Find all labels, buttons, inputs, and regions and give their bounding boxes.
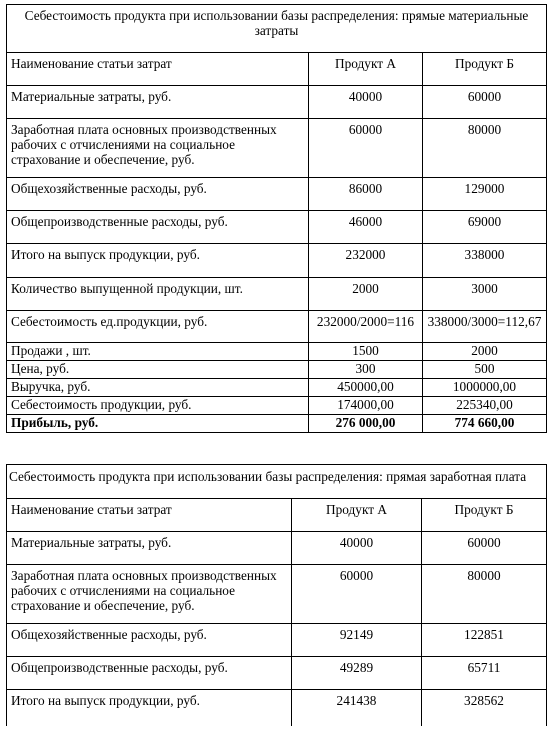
table-row — [7, 565, 547, 624]
value-product-a: 40000 — [292, 532, 422, 565]
value-product-a: 86000 — [309, 178, 423, 211]
row-label: Выручка, руб. — [7, 379, 309, 397]
value-product-b: 65711 — [422, 657, 547, 690]
value-product-a: 232000 — [309, 244, 423, 278]
table-header-row — [7, 499, 547, 532]
value-product-a: 46000 — [309, 211, 423, 244]
value-product-b: 774 660,00 — [423, 415, 547, 433]
table-row-profit — [7, 415, 547, 433]
row-label: Себестоимость ед.продукции, руб. — [7, 311, 309, 343]
cost-table-direct-materials — [6, 4, 547, 433]
value-product-a: 450000,00 — [309, 379, 423, 397]
row-label: Итого на выпуск продукции, руб. — [7, 690, 292, 726]
table-title-row — [7, 465, 547, 499]
value-product-b: 69000 — [423, 211, 547, 244]
table-row — [7, 690, 547, 726]
value-product-a: 49289 — [292, 657, 422, 690]
value-product-b: 338000/3000=112,67 — [423, 311, 547, 343]
column-header-item: Наименование статьи затрат — [7, 499, 292, 532]
value-product-a: 232000/2000=116 — [309, 311, 423, 343]
row-label: Заработная плата основных производственных рабочих с отчислениями на социальное страхование и обеспечение, руб. — [7, 565, 292, 624]
value-product-a: 300 — [309, 361, 423, 379]
value-product-b: 60000 — [422, 532, 547, 565]
table-row — [7, 119, 547, 178]
table-row — [7, 361, 547, 379]
value-product-a: 241438 — [292, 690, 422, 726]
table-row — [7, 278, 547, 311]
column-header-product-a: Продукт А — [292, 499, 422, 532]
table-row — [7, 657, 547, 690]
value-product-b: 3000 — [423, 278, 547, 311]
table-row — [7, 624, 547, 657]
row-label: Продажи , шт. — [7, 343, 309, 361]
table-row — [7, 379, 547, 397]
table-row — [7, 311, 547, 343]
value-product-a: 60000 — [292, 565, 422, 624]
row-label: Общепроизводственные расходы, руб. — [7, 211, 309, 244]
row-label: Общепроизводственные расходы, руб. — [7, 657, 292, 690]
value-product-a: 1500 — [309, 343, 423, 361]
row-label: Общехозяйственные расходы, руб. — [7, 624, 292, 657]
table-header-row — [7, 53, 547, 86]
column-header-product-a: Продукт А — [309, 53, 423, 86]
value-product-a: 276 000,00 — [309, 415, 423, 433]
value-product-a: 60000 — [309, 119, 423, 178]
row-label: Материальные затраты, руб. — [7, 86, 309, 119]
column-header-product-b: Продукт Б — [423, 53, 547, 86]
value-product-a: 174000,00 — [309, 397, 423, 415]
value-product-a: 2000 — [309, 278, 423, 311]
table-row — [7, 343, 547, 361]
row-label: Заработная плата основных производственных рабочих с отчислениями на социальное страхование и обеспечение, руб. — [7, 119, 309, 178]
table-title-row — [7, 5, 547, 53]
table-row — [7, 211, 547, 244]
table-row — [7, 86, 547, 119]
row-label: Цена, руб. — [7, 361, 309, 379]
column-header-item: Наименование статьи затрат — [7, 53, 309, 86]
value-product-b: 80000 — [422, 565, 547, 624]
value-product-b: 2000 — [423, 343, 547, 361]
value-product-b: 500 — [423, 361, 547, 379]
row-label: Прибыль, руб. — [7, 415, 309, 433]
row-label: Количество выпущенной продукции, шт. — [7, 278, 309, 311]
value-product-b: 60000 — [423, 86, 547, 119]
value-product-b: 328562 — [422, 690, 547, 726]
table-title: Себестоимость продукта при использовании базы распределения: прямые материальные затраты — [7, 5, 547, 53]
table-row — [7, 244, 547, 278]
value-product-b: 80000 — [423, 119, 547, 178]
column-header-product-b: Продукт Б — [422, 499, 547, 532]
table-row — [7, 178, 547, 211]
row-label: Итого на выпуск продукции, руб. — [7, 244, 309, 278]
value-product-a: 92149 — [292, 624, 422, 657]
table-row — [7, 397, 547, 415]
table-title: Себестоимость продукта при использовании базы распределения: прямая заработная плата — [7, 465, 547, 499]
row-label: Материальные затраты, руб. — [7, 532, 292, 565]
table-row — [7, 532, 547, 565]
row-label: Общехозяйственные расходы, руб. — [7, 178, 309, 211]
row-label: Себестоимость продукции, руб. — [7, 397, 309, 415]
value-product-b: 122851 — [422, 624, 547, 657]
value-product-a: 40000 — [309, 86, 423, 119]
value-product-b: 225340,00 — [423, 397, 547, 415]
cost-table-direct-wages — [6, 464, 547, 726]
value-product-b: 338000 — [423, 244, 547, 278]
value-product-b: 1000000,00 — [423, 379, 547, 397]
value-product-b: 129000 — [423, 178, 547, 211]
